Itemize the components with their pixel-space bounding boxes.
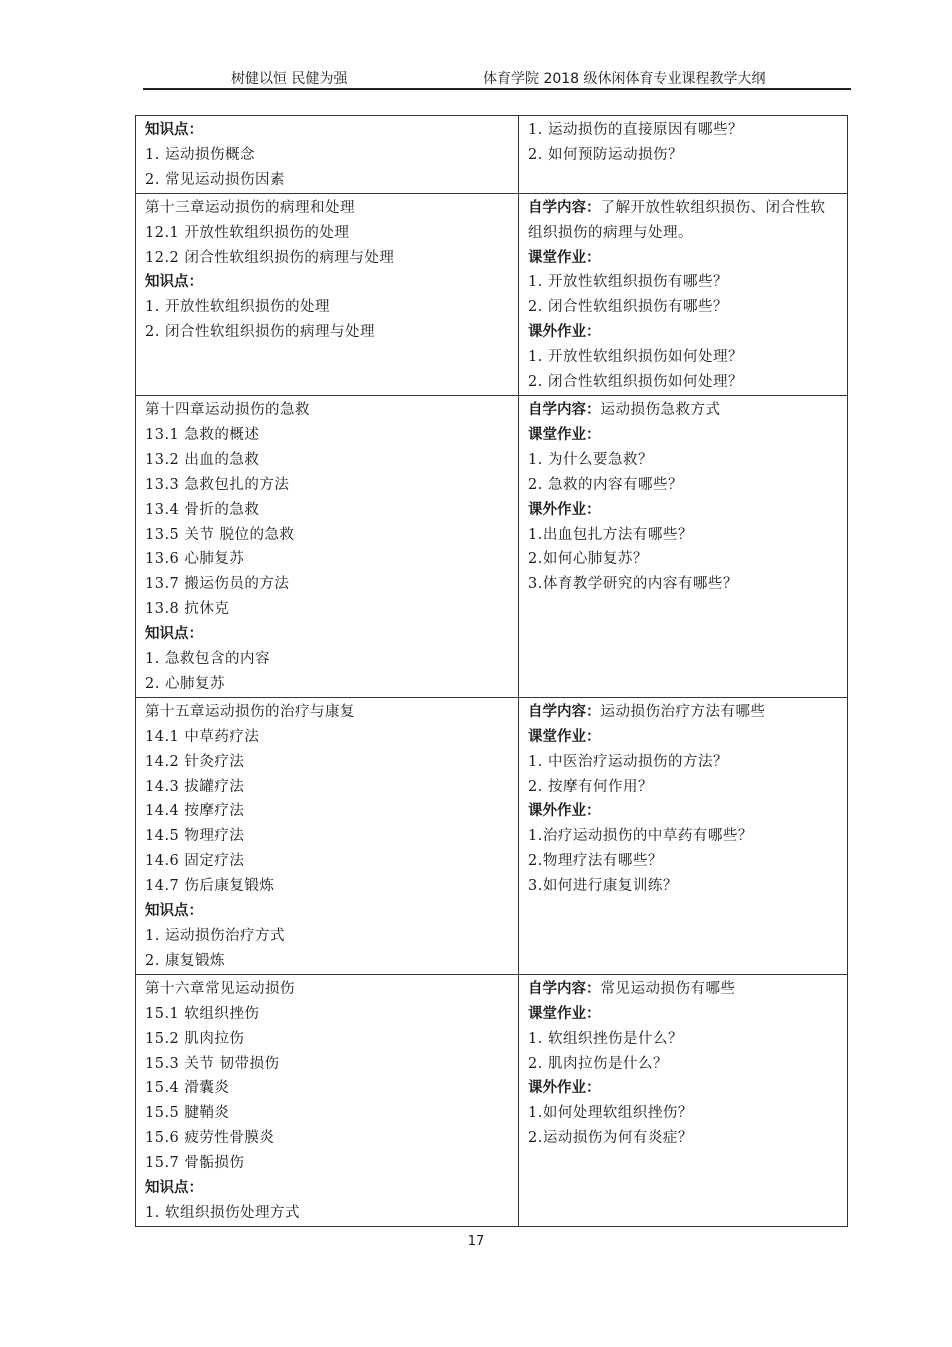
list-item: 2.运动损伤为何有炎症？ [528, 1130, 693, 1147]
table-row [136, 116, 848, 194]
self-study-text: 了解开放性软组织损伤、闭合性软组织损伤的病理与处理。 [528, 199, 826, 241]
self-study-text: 运动损伤治疗方法有哪些 [600, 703, 766, 720]
self-study-line [528, 977, 839, 1002]
self-study-label: 自学内容： [528, 401, 601, 418]
self-study-label: 自学内容： [528, 703, 601, 720]
list-item: 13.1 急救的概述 [145, 426, 260, 443]
list-item: 1.出血包扎方法有哪些？ [528, 526, 693, 543]
self-study-label: 自学内容： [528, 980, 601, 997]
list-item: 3.如何进行康复训练？ [528, 878, 678, 895]
section-label: 课外作业： [528, 324, 601, 341]
list-item: 2. 闭合性软组织损伤的病理与处理 [145, 324, 375, 341]
list-item: 1. 中医治疗运动损伤的方法？ [528, 753, 728, 770]
header-document-title: 体育学院 2018 级休闲体育专业课程教学大纲 [483, 71, 766, 87]
list-item: 15.3 关节 韧带损伤 [145, 1055, 280, 1072]
list-item: 13.7 搬运伤员的方法 [145, 576, 290, 593]
list-item: 1. 软组织挫伤是什么？ [528, 1030, 683, 1047]
list-item: 3.体育教学研究的内容有哪些？ [528, 576, 738, 593]
page-header [143, 66, 851, 90]
list-item: 2.物理疗法有哪些？ [528, 853, 663, 870]
list-item: 第十六章常见运动损伤 [145, 980, 295, 997]
list-item: 2. 闭合性软组织损伤如何处理？ [528, 374, 743, 391]
list-item: 2.如何心肺复苏？ [528, 551, 648, 568]
list-item: 15.5 腱鞘炎 [145, 1105, 230, 1122]
list-item: 1. 运动损伤的直接原因有哪些？ [528, 122, 743, 138]
list-item: 第十三章运动损伤的病理和处理 [145, 199, 355, 216]
list-item: 第十四章运动损伤的急救 [145, 401, 310, 418]
syllabus-table [135, 115, 848, 1227]
list-item: 14.5 物理疗法 [145, 828, 245, 845]
list-item: 1. 开放性软组织损伤的处理 [145, 299, 330, 316]
list-item: 1. 运动损伤概念 [145, 146, 255, 163]
list-item: 15.7 骨骺损伤 [145, 1155, 245, 1172]
list-item: 15.2 肌肉拉伤 [145, 1030, 245, 1047]
section-label: 课堂作业： [528, 1005, 601, 1022]
list-item: 15.4 滑囊炎 [145, 1080, 230, 1097]
list-item: 2. 心肺复苏 [145, 675, 225, 692]
assignment-cell [519, 395, 848, 697]
list-item: 13.8 抗休克 [145, 601, 230, 618]
section-label: 课堂作业： [528, 426, 601, 443]
list-item: 1. 软组织损伤处理方式 [145, 1204, 300, 1221]
section-label: 知识点： [145, 122, 203, 138]
list-item: 13.5 关节 脱位的急救 [145, 526, 295, 543]
header-motto: 树健以恒 民健为强 [231, 71, 348, 87]
section-label: 知识点： [145, 274, 203, 291]
section-label: 课外作业： [528, 1080, 601, 1097]
assignment-cell [519, 974, 848, 1226]
self-study-line [528, 700, 839, 725]
list-item: 1. 急救包含的内容 [145, 651, 270, 668]
chapter-content-cell [136, 116, 519, 194]
list-item: 14.2 针灸疗法 [145, 753, 245, 770]
chapter-content-cell [136, 974, 519, 1226]
section-label: 课外作业： [528, 803, 601, 820]
list-item: 13.3 急救包扎的方法 [145, 476, 290, 493]
section-label: 知识点： [145, 626, 203, 643]
self-study-line [528, 398, 839, 423]
list-item: 1. 为什么要急救？ [528, 451, 653, 468]
list-item: 1.治疗运动损伤的中草药有哪些？ [528, 828, 753, 845]
list-item: 2. 肌肉拉伤是什么？ [528, 1055, 668, 1072]
chapter-content-cell [136, 697, 519, 974]
list-item: 14.1 中草药疗法 [145, 728, 260, 745]
section-label: 课堂作业： [528, 728, 601, 745]
section-label: 知识点： [145, 1180, 203, 1197]
table-row [136, 974, 848, 1226]
list-item: 1. 运动损伤治疗方式 [145, 928, 285, 944]
list-item: 2. 如何预防运动损伤？ [528, 146, 683, 163]
list-item: 2. 闭合性软组织损伤有哪些？ [528, 299, 728, 316]
chapter-content-cell [136, 395, 519, 697]
list-item: 2. 按摩有何作用？ [528, 778, 653, 795]
list-item: 第十五章运动损伤的治疗与康复 [145, 703, 355, 720]
page-number: 17 [467, 1234, 485, 1249]
list-item: 14.3 拔罐疗法 [145, 778, 245, 795]
list-item: 2. 急救的内容有哪些？ [528, 476, 683, 493]
list-item: 13.2 出血的急救 [145, 451, 260, 468]
list-item: 13.4 骨折的急救 [145, 501, 260, 518]
list-item: 15.6 疲劳性骨膜炎 [145, 1130, 275, 1147]
list-item: 14.7 伤后康复锻炼 [145, 878, 275, 895]
assignment-cell [519, 116, 848, 194]
list-item: 12.2 闭合性软组织损伤的病理与处理 [145, 249, 395, 266]
section-label: 课外作业： [528, 501, 601, 518]
list-item: 1. 开放性软组织损伤如何处理？ [528, 349, 743, 366]
self-study-label: 自学内容： [528, 199, 601, 216]
section-label: 课堂作业： [528, 249, 601, 266]
chapter-content-cell [136, 193, 519, 395]
table-row [136, 193, 848, 395]
list-item: 2. 康复锻炼 [145, 952, 225, 969]
table-row [136, 395, 848, 697]
list-item: 14.4 按摩疗法 [145, 803, 245, 820]
list-item: 1. 开放性软组织损伤有哪些？ [528, 274, 728, 291]
list-item: 14.6 固定疗法 [145, 853, 245, 870]
self-study-text: 运动损伤急救方式 [600, 401, 721, 418]
list-item: 12.1 开放性软组织损伤的处理 [145, 224, 350, 241]
self-study-line [528, 196, 839, 246]
list-item: 2. 常见运动损伤因素 [145, 171, 285, 188]
list-item: 1.如何处理软组织挫伤？ [528, 1105, 693, 1122]
assignment-cell [519, 697, 848, 974]
self-study-text: 常见运动损伤有哪些 [600, 980, 736, 997]
list-item: 13.6 心肺复苏 [145, 551, 245, 568]
assignment-cell [519, 193, 848, 395]
list-item: 15.1 软组织挫伤 [145, 1005, 260, 1022]
table-row [136, 697, 848, 974]
section-label: 知识点： [145, 903, 203, 920]
syllabus-table-body [136, 116, 848, 1227]
